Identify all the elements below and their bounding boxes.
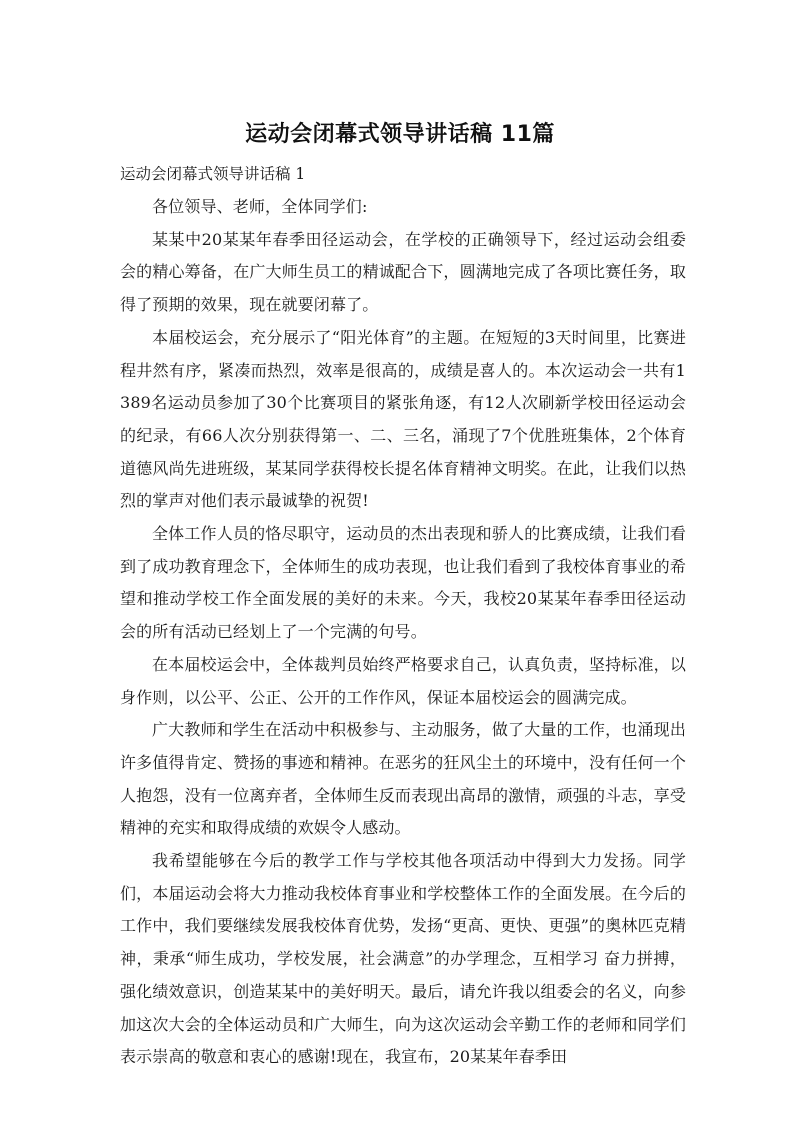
body-paragraph: 广大教师和学生在活动中积极参与、主动服务，做了大量的工作，也涌现出许多值得肯定、赞扬的事迹和精神。在恶劣的狂风尘土的环境中，没有任何一个人抱怨，没有一位离弃者，全体师生反而表现出高昂的激情，顽强的斗志，享受精神的充实和取得成绩的欢娱令人感动。	[120, 720, 686, 838]
body-paragraph: 某某中20某某年春季田径运动会，在学校的正确领导下，经过运动会组委会的精心筹备，在广大师生员工的精诚配合下，圆满地完成了各项比赛任务，取得了预期的效果，现在就要闭幕了。	[120, 229, 686, 315]
section-heading: 运动会闭幕式领导讲话稿 1	[120, 165, 306, 183]
body-paragraph: 全体工作人员的恪尽职守，运动员的杰出表现和骄人的比赛成绩，让我们看到了成功教育理念下，全体师生的成功表现，也让我们看到了我校体育事业的希望和推动学校工作全面发展的美好的未来。今天，我校20某某年春季田径运动会的所有活动已经划上了一个完满的句号。	[120, 524, 686, 642]
body-paragraph: 本届校运会，充分展示了“阳光体育”的主题。在短短的3天时间里，比赛进程井然有序，紧凑而热烈，效率是很高的，成绩是喜人的。本次运动会一共有1389名运动员参加了30个比赛项目的紧张角逐，有12人次刷新学校田径运动会的纪录，有66人次分别获得第一、二、三名，涌现了7个优胜班集体，2个体育道德风尚先进班级，某某同学获得校长提名体育精神文明奖。在此，让我们以热烈的掌声对他们表示最诚挚的祝贺!	[120, 327, 686, 511]
body-paragraph: 在本届校运会中，全体裁判员始终严格要求自己，认真负责，坚持标准，以身作则，以公平、公正、公开的工作作风，保证本届校运会的圆满完成。	[120, 654, 686, 707]
body-paragraph: 我希望能够在今后的教学工作与学校其他各项活动中得到大力发扬。同学们，本届运动会将大力推动我校体育事业和学校整体工作的全面发展。在今后的工作中，我们要继续发展我校体育优势，发扬“更高、更快、更强”的奥林匹克精神，秉承“师生成功，学校发展，社会满意”的办学理念，互相学习 奋力拼搏，强化绩效意识，创造某某中的美好明天。最后，请允许我以组委会的名义，向参加这次大会的全体运动员和广大师生，向为这次运动会辛勤工作的老师和同学们表示崇高的敬意和衷心的感谢!现在，我宣布，20某某年春季田	[120, 851, 686, 1067]
document-body	[120, 191, 686, 1074]
salutation-paragraph: 各位领导、老师，全体同学们:	[152, 197, 368, 216]
document-title: 运动会闭幕式领导讲话稿 11篇	[245, 122, 555, 147]
